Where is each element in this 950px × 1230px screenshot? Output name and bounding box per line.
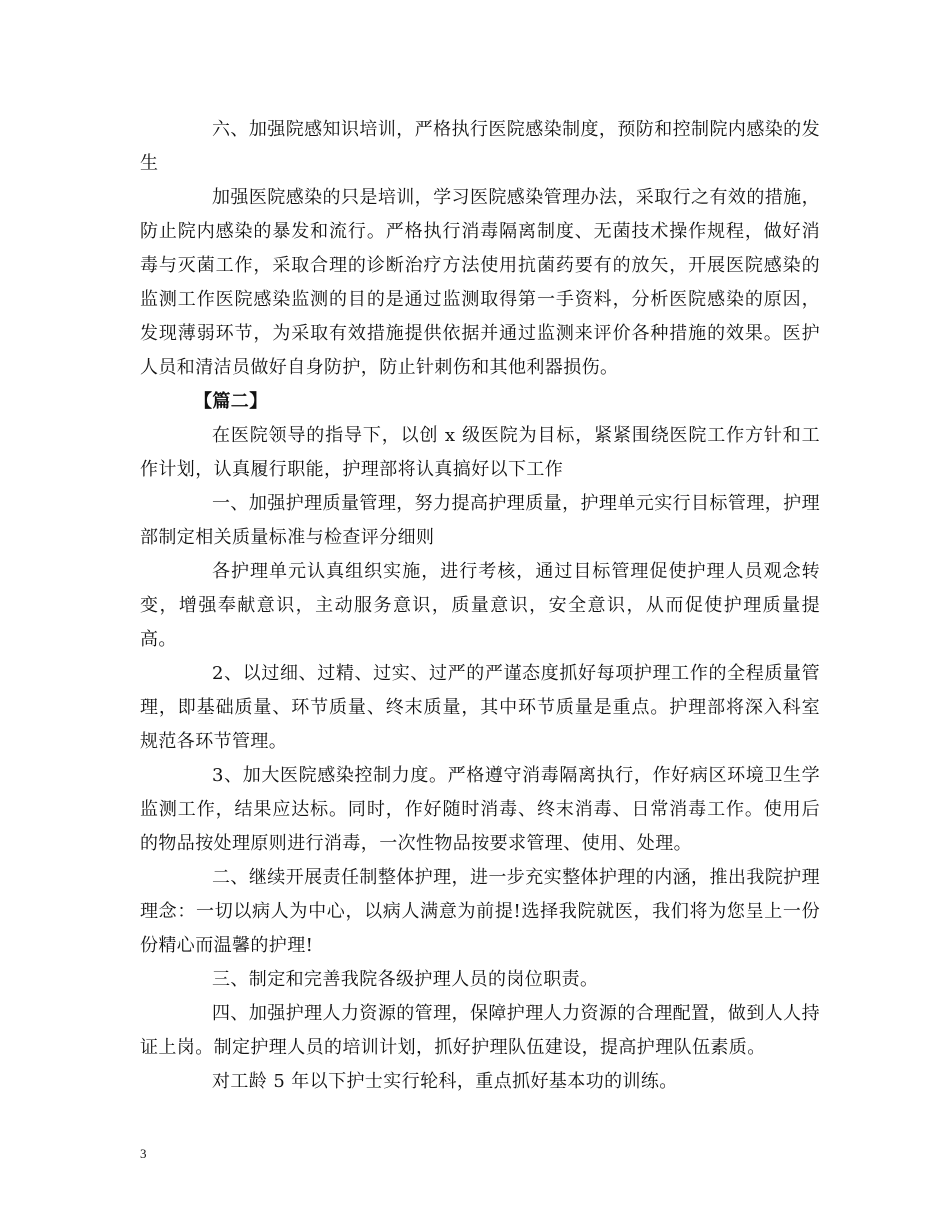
paragraph-unit-implementation: 各护理单元认真组织实施，进行考核，通过目标管理促使护理人员观念转变，增强奉献意识，主动服务意识，质量意识，安全意识，从而促使护理质量提高。 bbox=[140, 561, 820, 650]
document-body bbox=[140, 113, 820, 1099]
paragraph-section-two: 二、继续开展责任制整体护理，进一步充实整体护理的内涵，推出我院护理理念：一切以病人为中心，以病人满意为前提!选择我院就医，我们将为您呈上一份份精心而温馨的护理! bbox=[140, 867, 820, 956]
paragraph-quality-management: 一、加强护理质量管理，努力提高护理质量，护理单元实行目标管理，护理部制定相关质量标准与检查评分细则 bbox=[140, 493, 820, 548]
paragraph-rotation: 对工龄 5 年以下护士实行轮科，重点抓好基本功的训练。 bbox=[212, 1071, 678, 1092]
part-two-heading: 【篇二】 bbox=[194, 391, 268, 412]
paragraph-infection-training: 加强医院感染的只是培训，学习医院感染管理办法，采取行之有效的措施，防止院内感染的暴发和流行。严格执行消毒隔离制度、无菌技术操作规程，做好消毒与灭菌工作，采取合理的诊断治疗方法使用抗菌药要有的放矢，开展医院感染的监测工作医院感染监测的目的是通过监测取得第一手资料，分析医院感染的原因，发现薄弱环节，为采取有效措施提供依据并通过监测来评价各种措施的效果。医护人员和清洁员做好自身防护，防止针刺伤和其他利器损伤。 bbox=[140, 187, 820, 378]
paragraph-section-six-heading: 六、加强院感知识培训，严格执行医院感染制度，预防和控制院内感染的发生 bbox=[140, 119, 820, 174]
paragraph-intro: 在医院领导的指导下，以创 x 级医院为目标，紧紧围绕医院工作方针和工作计划，认真履行职能，护理部将认真搞好以下工作 bbox=[140, 425, 820, 480]
paragraph-section-three: 三、制定和完善我院各级护理人员的岗位职责。 bbox=[212, 969, 599, 990]
paragraph-item-3: 3、加大医院感染控制力度。严格遵守消毒隔离执行，作好病区环境卫生学监测工作，结果应达标。同时，作好随时消毒、终末消毒、日常消毒工作。使用后的物品按处理原则进行消毒，一次性物品按要求管理、使用、处理。 bbox=[140, 765, 820, 854]
paragraph-item-2: 2、以过细、过精、过实、过严的严谨态度抓好每项护理工作的全程质量管理，即基础质量、环节质量、终末质量，其中环节质量是重点。护理部将深入科室规范各环节管理。 bbox=[140, 663, 820, 752]
paragraph-section-four: 四、加强护理人力资源的管理，保障护理人力资源的合理配置，做到人人持证上岗。制定护理人员的培训计划，抓好护理队伍建设，提高护理队伍素质。 bbox=[140, 1003, 820, 1058]
page-number: 3 bbox=[140, 1146, 147, 1161]
